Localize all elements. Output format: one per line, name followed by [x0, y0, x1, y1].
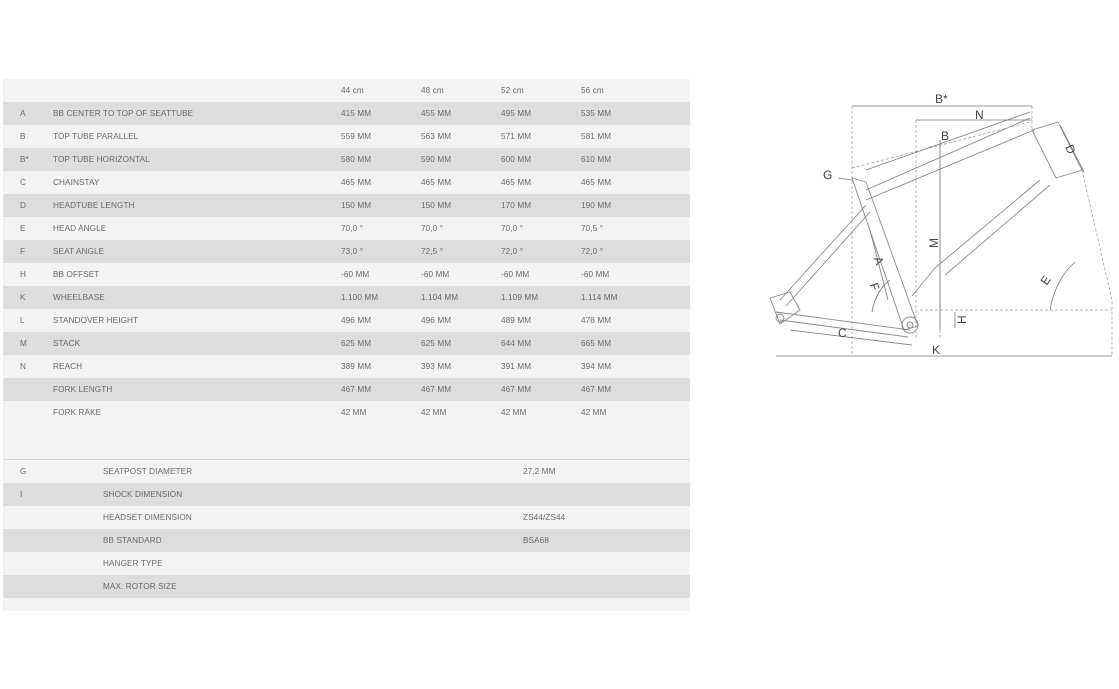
row-code: E — [20, 224, 26, 233]
row-value: 70,5 ° — [581, 224, 604, 233]
row-value: 150 MM — [421, 201, 452, 210]
row-value: 1.100 MM — [341, 293, 379, 302]
geometry-row — [3, 378, 690, 401]
leader-g — [838, 178, 852, 180]
spec-row — [3, 575, 690, 598]
row-value: 70,0 ° — [341, 224, 364, 233]
row-label: TOP TUBE PARALLEL — [53, 132, 139, 141]
spec-value: 27,2 MM — [523, 467, 556, 476]
row-value: 72,0 ° — [581, 247, 604, 256]
seat-stay — [780, 205, 870, 306]
label-a: A — [870, 254, 887, 267]
row-value: 465 MM — [581, 178, 612, 187]
row-value: -60 MM — [341, 270, 370, 279]
down-tube — [912, 180, 1050, 296]
geometry-row — [3, 286, 690, 309]
spec-label: HANGER TYPE — [103, 559, 163, 568]
spec-value: ZS44/ZS44 — [523, 513, 566, 522]
row-label: WHEELBASE — [53, 293, 105, 302]
frame-geometry-diagram — [765, 85, 1119, 370]
row-value: 580 MM — [341, 155, 372, 164]
row-label: BB OFFSET — [53, 270, 100, 279]
spec-label: BB STANDARD — [103, 536, 162, 545]
row-label: HEAD ANGLE — [53, 224, 107, 233]
dim-e — [1050, 262, 1075, 310]
size-header: 44 cm — [341, 86, 364, 95]
label-f: F — [866, 280, 883, 293]
label-d: D — [1062, 142, 1079, 157]
geometry-row — [3, 309, 690, 332]
row-code: C — [20, 178, 27, 187]
row-code: D — [20, 201, 27, 210]
dropout — [770, 292, 800, 324]
geometry-row — [3, 217, 690, 240]
row-value: 190 MM — [581, 201, 612, 210]
geometry-row — [3, 148, 690, 171]
spec-table — [3, 459, 690, 598]
row-value: 42 MM — [501, 408, 527, 417]
size-header: 52 cm — [501, 86, 524, 95]
row-value: 467 MM — [581, 385, 612, 394]
size-header: 56 cm — [581, 86, 604, 95]
row-code: H — [20, 270, 27, 279]
row-value: 73,0 ° — [341, 247, 364, 256]
row-value: 489 MM — [501, 316, 532, 325]
row-value: 394 MM — [581, 362, 612, 371]
spec-code: I — [20, 490, 23, 499]
label-n: N — [975, 108, 984, 122]
row-label: STACK — [53, 339, 81, 348]
row-code: A — [20, 109, 26, 118]
row-value: 496 MM — [421, 316, 452, 325]
row-value: 478 MM — [581, 316, 612, 325]
label-c: C — [838, 326, 847, 340]
row-value: 535 MM — [581, 109, 612, 118]
spec-row — [3, 529, 690, 552]
row-label: CHAINSTAY — [53, 178, 100, 187]
label-g: G — [823, 168, 833, 182]
geometry-row — [3, 240, 690, 263]
label-k: K — [932, 343, 941, 357]
row-value: 467 MM — [421, 385, 452, 394]
geometry-row — [3, 355, 690, 378]
row-value: 665 MM — [581, 339, 612, 348]
dim-c — [790, 330, 912, 345]
row-value: 42 MM — [341, 408, 367, 417]
spec-value: BSA68 — [523, 536, 549, 545]
row-label: FORK LENGTH — [53, 385, 113, 394]
row-value: 465 MM — [341, 178, 372, 187]
label-h: H — [955, 315, 969, 324]
row-value: 465 MM — [501, 178, 532, 187]
geometry-row — [3, 263, 690, 286]
geometry-table — [3, 79, 690, 424]
row-value: 170 MM — [501, 201, 532, 210]
label-e: E — [1037, 272, 1054, 288]
row-code: N — [20, 362, 27, 371]
geometry-row — [3, 171, 690, 194]
row-value: 625 MM — [341, 339, 372, 348]
spec-label: SEATPOST DIAMETER — [103, 467, 193, 476]
row-value: 42 MM — [421, 408, 447, 417]
row-value: 150 MM — [341, 201, 372, 210]
seat-tube — [852, 178, 918, 330]
label-b-star: B* — [935, 92, 948, 106]
row-value: -60 MM — [421, 270, 450, 279]
row-value: 391 MM — [501, 362, 532, 371]
label-b: B — [941, 129, 950, 143]
row-value: 1.109 MM — [501, 293, 539, 302]
row-value: 571 MM — [501, 132, 532, 141]
row-value: 415 MM — [341, 109, 372, 118]
row-value: 467 MM — [341, 385, 372, 394]
row-value: 1.114 MM — [581, 293, 618, 302]
row-value: -60 MM — [501, 270, 530, 279]
row-label: SEAT ANGLE — [53, 247, 105, 256]
geometry-row — [3, 125, 690, 148]
spec-label: MAX. ROTOR SIZE — [103, 582, 177, 591]
label-m: M — [927, 238, 941, 248]
top-tube — [866, 118, 1034, 200]
row-value: -60 MM — [581, 270, 610, 279]
row-value: 644 MM — [501, 339, 532, 348]
row-value: 393 MM — [421, 362, 452, 371]
row-value: 70,0 ° — [421, 224, 444, 233]
row-value: 581 MM — [581, 132, 612, 141]
row-label: REACH — [53, 362, 83, 371]
spec-row — [3, 506, 690, 529]
row-label: STANDOVER HEIGHT — [53, 316, 139, 325]
geometry-row — [3, 102, 690, 125]
size-header-row — [3, 79, 690, 102]
row-value: 465 MM — [421, 178, 452, 187]
row-code: F — [20, 247, 26, 256]
bb-shell — [902, 317, 918, 333]
row-value: 625 MM — [421, 339, 452, 348]
row-value: 559 MM — [341, 132, 372, 141]
row-value: 72,0 ° — [501, 247, 524, 256]
spec-row — [3, 460, 690, 483]
row-value: 72,5 ° — [421, 247, 444, 256]
size-header: 48 cm — [421, 86, 444, 95]
spec-row — [3, 483, 690, 506]
geometry-row — [3, 332, 690, 355]
row-value: 495 MM — [501, 109, 532, 118]
row-value: 600 MM — [501, 155, 532, 164]
row-code: B* — [20, 155, 29, 164]
row-label: HEADTUBE LENGTH — [53, 201, 135, 210]
row-label: FORK RAKE — [53, 408, 102, 417]
row-code: L — [20, 316, 25, 325]
row-value: 467 MM — [501, 385, 532, 394]
spec-code: G — [20, 467, 27, 476]
row-code: B — [20, 132, 26, 141]
row-value: 389 MM — [341, 362, 372, 371]
row-value: 563 MM — [421, 132, 452, 141]
geometry-panel — [3, 79, 690, 611]
row-label: BB CENTER TO TOP OF SEATTUBE — [53, 109, 194, 118]
row-value: 610 MM — [581, 155, 612, 164]
row-value: 70,0 ° — [501, 224, 524, 233]
spec-label: SHOCK DIMENSION — [103, 490, 183, 499]
row-value: 455 MM — [421, 109, 452, 118]
row-code: M — [20, 339, 27, 348]
row-code: K — [20, 293, 26, 302]
row-value: 1.104 MM — [421, 293, 459, 302]
row-value: 496 MM — [341, 316, 372, 325]
spec-label: HEADSET DIMENSION — [103, 513, 192, 522]
spec-row — [3, 552, 690, 575]
row-label: TOP TUBE HORIZONTAL — [53, 155, 150, 164]
row-value: 42 MM — [581, 408, 607, 417]
geometry-row — [3, 401, 690, 424]
row-value: 590 MM — [421, 155, 452, 164]
geometry-row — [3, 194, 690, 217]
